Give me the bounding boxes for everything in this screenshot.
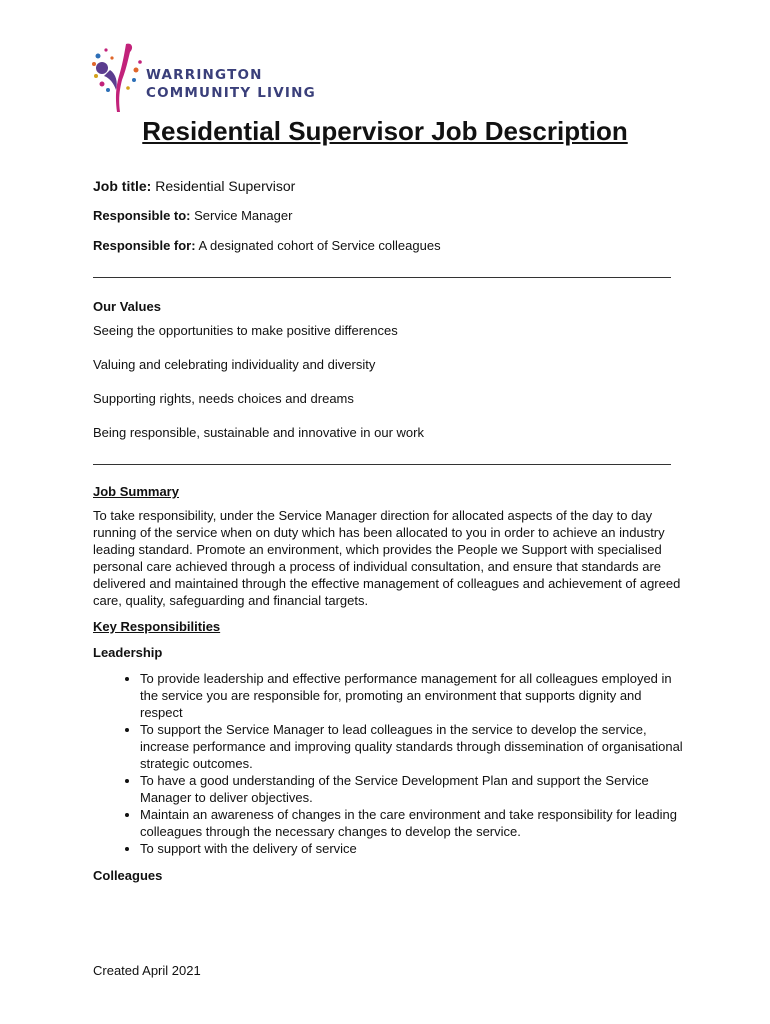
job-summary-heading: Job Summary [93,484,179,499]
job-summary-text: To take responsibility, under the Service Manager direction for allocated aspects of the day to day running of the service when on duty which has been allocated to you in order to achieve an industry leading standard. Promote an environment, which provides the People we Support with specialised personal care achieved through a process of individual consultation, and ensure that standards are delivered and maintained through the effective management of colleagues and achievement of agreed care, quality, safeguarding and financial targets. [93,508,681,608]
logo-line-1: WARRINGTON [146,67,263,83]
meta-value: Service Manager [194,208,293,223]
leadership-heading: Leadership [93,645,163,660]
list-item: • To provide leadership and effective performance management for all colleagues employed in the service you are responsible for, promoting an environment that supports dignity and respect [140,670,683,721]
list-item: • Maintain an awareness of changes in the care environment and take responsibility for leading colleagues through the necessary changes to develop the service. [140,806,683,840]
value-item: Supporting rights, needs choices and dreams [93,391,354,406]
logo-mark-icon [88,40,148,120]
value-item: Valuing and celebrating individuality and diversity [93,357,376,372]
key-responsibilities-heading: Key Responsibilities [93,619,221,634]
meta-value: Residential Supervisor [155,178,296,194]
footer-date: Created April 2021 [93,963,201,978]
divider [93,464,671,465]
document-body [93,177,683,885]
meta-label: Responsible to: [93,208,191,223]
logo-line-2: COMMUNITY LIVING [146,85,316,101]
divider [93,277,671,278]
list-item: • To have a good understanding of the Service Development Plan and support the Service Manager to deliver objectives. [140,772,683,806]
warrington-community-living-logo [88,40,328,120]
value-item: Being responsible, sustainable and innovative in our work [93,425,424,440]
meta-responsible-to [93,207,683,225]
meta-label: Responsible for: [93,238,196,253]
colleagues-heading: Colleagues [93,868,163,883]
list-item: • To support the Service Manager to lead colleagues in the service to develop the service, increase performance and improving quality standards through dissemination of organisational strategic outcomes. [140,721,683,772]
values-heading: Our Values [93,299,161,314]
meta-label: Job title: [93,178,152,194]
value-item: Seeing the opportunities to make positive differences [93,323,398,338]
meta-value: A designated cohort of Service colleagues [198,238,441,253]
meta-job-title [93,177,683,195]
meta-responsible-for [93,237,683,255]
leadership-list [93,670,683,857]
document-title: Residential Supervisor Job Description [142,116,628,146]
list-item: • To support with the delivery of service [140,840,683,857]
